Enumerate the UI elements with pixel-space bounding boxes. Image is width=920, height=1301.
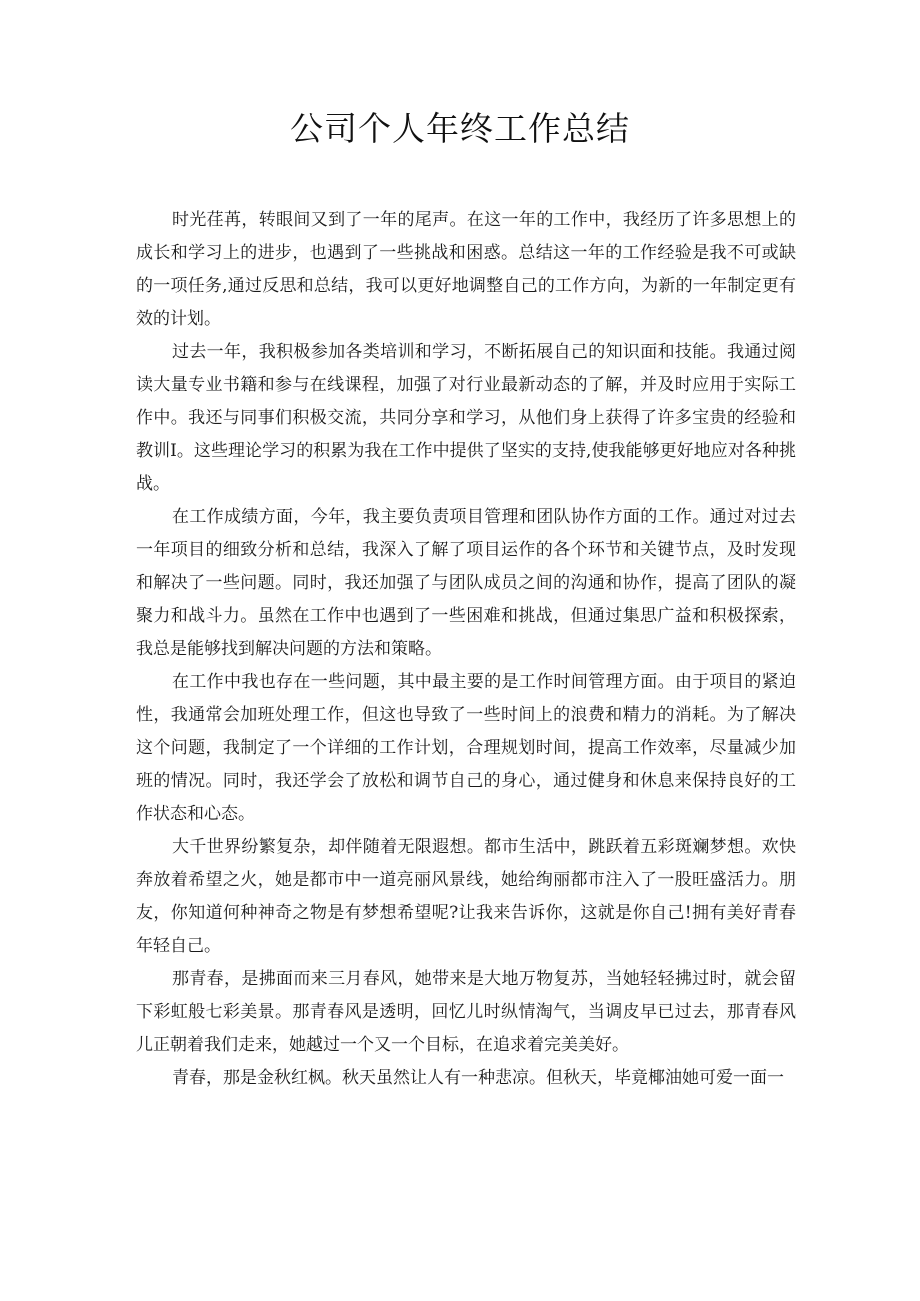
paragraph-3: 在工作成绩方面，今年，我主要负责项目管理和团队协作方面的工作。通过对过去一年项目的细致分析和总结，我深入了解了项目运作的各个环节和关键节点，及时发现和解决了一些问题。同时，我还加强了与团队成员之间的沟通和协作，提高了团队的凝聚力和战斗力。虽然在工作中也遇到了一些困难和挑战，但通过集思广益和积极探索，我总是能够找到解决问题的方法和策略。 (136, 507, 796, 659)
paragraph-1: 时光荏苒，转眼间又到了一年的尾声。在这一年的工作中，我经历了许多思想上的成长和学习上的进步，也遇到了一些挑战和困惑。总结这一年的工作经验是我不可或缺的一项任务,通过反思和总结，我可以更好地调整自己的工作方向，为新的一年制定更有效的计划。 (136, 210, 796, 329)
document-title: 公司个人年终工作总结 (290, 109, 630, 148)
paragraph-2: 过去一年，我积极参加各类培训和学习，不断拓展自己的知识面和技能。我通过阅读大量专业书籍和参与在线课程，加强了对行业最新动态的了解，并及时应用于实际工作中。我还与同事们积极交流，共同分享和学习，从他们身上获得了许多宝贵的经验和教训Ⅰ。这些理论学习的积累为我在工作中提供了坚实的支持,使我能够更好地应对各种挑战。 (136, 342, 796, 494)
paragraph-6: 那青春，是拂面而来三月春风，她带来是大地万物复苏，当她轻轻拂过时，就会留下彩虹般七彩美景。那青春风是透明，回忆儿时纵情淘气，当调皮早已过去，那青春风儿正朝着我们走来，她越过一个又一个目标，在追求着完美美好。 (136, 969, 796, 1055)
paragraph-5: 大千世界纷繁复杂，却伴随着无限遐想。都市生活中，跳跃着五彩斑斓梦想。欢快奔放着希望之火，她是都市中一道亮丽风景线，她给绚丽都市注入了一股旺盛活力。朋友，你知道何种神奇之物是有梦想希望呢?让我来告诉你，这就是你自己!拥有美好青春年轻自己。 (136, 837, 796, 956)
paragraph-7: 青春，那是金秋红枫。秋天虽然让人有一种悲凉。但秋天，毕竟椰油她可爱一面一 (172, 1068, 784, 1088)
document-body (136, 204, 796, 1095)
paragraph-4: 在工作中我也存在一些问题，其中最主要的是工作时间管理方面。由于项目的紧迫性，我通常会加班处理工作，但这也导致了一些时间上的浪费和精力的消耗。为了解决这个问题，我制定了一个详细的工作计划，合理规划时间，提高工作效率，尽量减少加班的情况。同时，我还学会了放松和调节自己的身心，通过健身和休息来保持良好的工作状态和心态。 (136, 672, 796, 824)
